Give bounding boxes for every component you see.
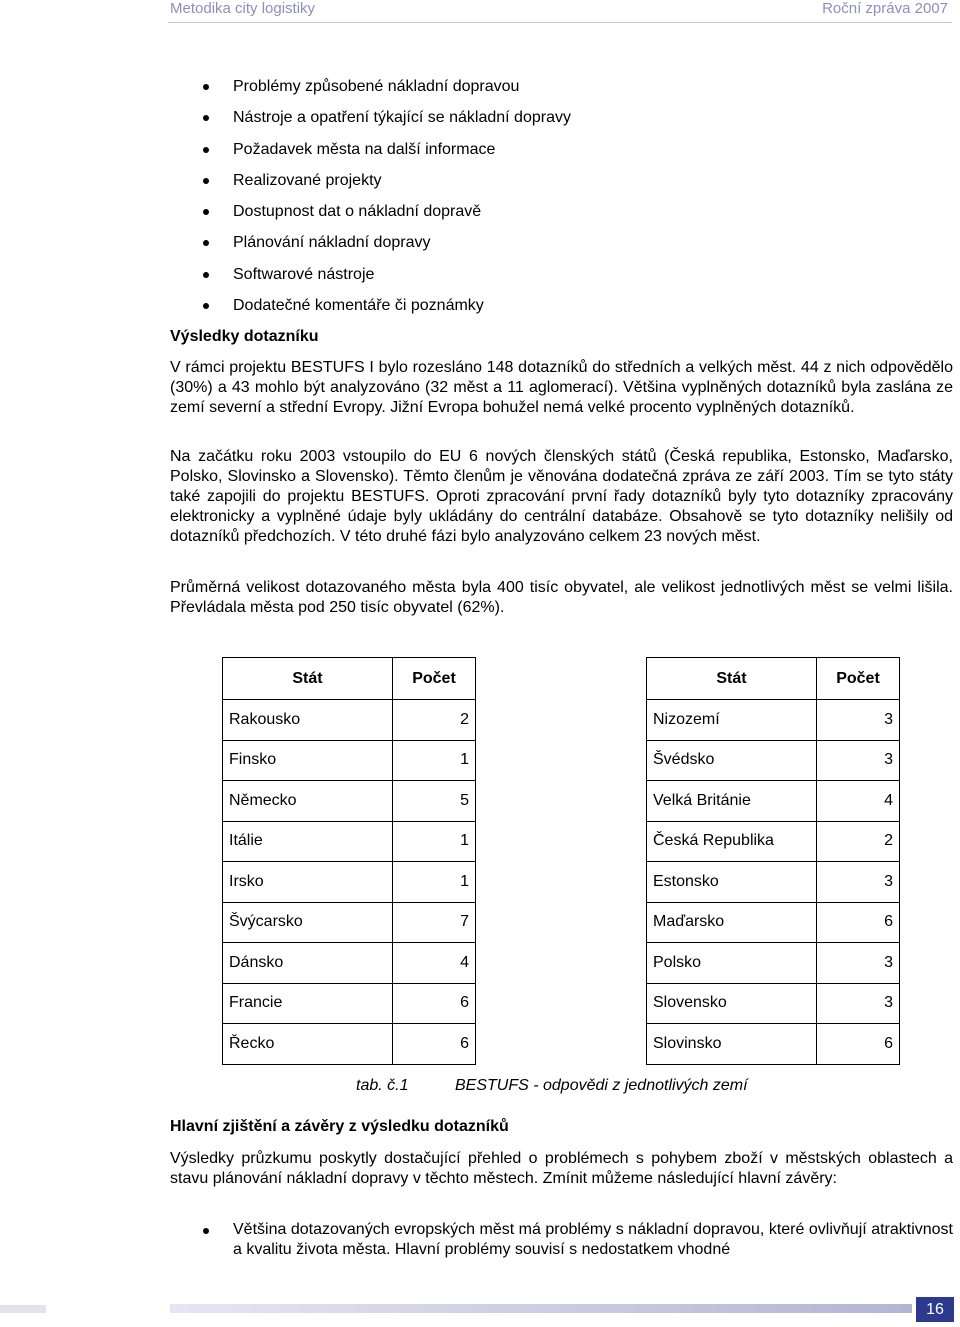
country-count: 3 [817, 740, 900, 781]
table-row [647, 781, 900, 822]
table-row [223, 943, 476, 984]
table-row [223, 902, 476, 943]
country-name: Švédsko [647, 740, 817, 781]
country-table-left [222, 657, 476, 1065]
country-count: 3 [817, 983, 900, 1024]
table-row [647, 983, 900, 1024]
bullet-item: Plánování nákladní dopravy [198, 232, 571, 263]
country-name: Slovensko [647, 983, 817, 1024]
country-count: 2 [393, 700, 476, 741]
bullet-item: Realizované projekty [198, 170, 571, 201]
country-name: Česká Republika [647, 821, 817, 862]
table-row [647, 902, 900, 943]
bullet-item-findings: Většina dotazovaných evropských měst má problémy s nákladní dopravou, které ovlivňují atraktivnost a kvalitu života města. Hlavní problémy souvisí s nedostatkem vhodné [233, 1221, 953, 1258]
table-row [647, 943, 900, 984]
country-table-right [646, 657, 900, 1065]
country-count: 5 [393, 781, 476, 822]
paragraph-findings-intro: Výsledky průzkumu poskytly dostačující přehled o problémech s pohybem zboží v městských oblastech a stavu plánování nákladní dopravy v těchto městech. Zmínit můžeme následující hlavní závěry: [170, 1150, 953, 1187]
country-count: 3 [817, 700, 900, 741]
country-count: 1 [393, 821, 476, 862]
column-header-state: Stát [647, 658, 817, 700]
paragraph-new-members: Na začátku roku 2003 vstoupilo do EU 6 nových členských států (Česká republika, Estonsko, Maďarsko, Polsko, Slovinsko a Slovensko). Těmto členům je věnována dodatečná zpráva ze září 2003. Tím se tyto státy také zapojili do projektu BESTUFS. Oproti zpracování první řady dotazníků byly tyto dotazníky zpracovány elektronicky a vyplněné údaje byly ukládány do centrální databáze. Obsahově se tyto dotazníky nelišily od dotazníků předchozích. V této druhé fázi bylo analyzováno celkem 23 nových měst. [170, 448, 953, 545]
bullet-item: Softwarové nástroje [198, 264, 571, 295]
header-divider [168, 22, 952, 23]
paragraph-city-size: Průměrná velikost dotazovaného města byla 400 tisíc obyvatel, ale velikost jednotlivých měst se velmi lišila. Převládala města pod 250 tisíc obyvatel (62%). [170, 579, 953, 616]
section-heading-main-findings: Hlavní zjištění a závěry z výsledku dotazníků [170, 1118, 509, 1135]
country-count: 6 [393, 983, 476, 1024]
table-row [647, 700, 900, 741]
country-name: Slovinsko [647, 1024, 817, 1065]
column-header-state: Stát [223, 658, 393, 700]
table-row [223, 1024, 476, 1065]
table-row [223, 862, 476, 903]
country-name: Švýcarsko [223, 902, 393, 943]
country-name: Maďarsko [647, 902, 817, 943]
table-row [647, 740, 900, 781]
country-count: 3 [817, 862, 900, 903]
country-count: 7 [393, 902, 476, 943]
country-name: Německo [223, 781, 393, 822]
country-name: Polsko [647, 943, 817, 984]
country-count: 1 [393, 862, 476, 903]
bullet-item: Problémy způsobené nákladní dopravou [198, 76, 571, 107]
paragraph-survey-distribution: V rámci projektu BESTUFS I bylo rozesláno 148 dotazníků do středních a velkých měst. 44 z nich odpovědělo (30%) a 43 mohlo být analyzováno (32 měst a 11 aglomerací). Většina vyplněných dotazníků byla zaslána ze zemí severní a střední Evropy. Jižní Evropa bohužel nemá velké procento vyplněných dotazníků. [170, 359, 953, 416]
country-name: Irsko [223, 862, 393, 903]
section-heading-results: Výsledky dotazníku [170, 328, 319, 345]
country-count: 4 [393, 943, 476, 984]
table-row [223, 983, 476, 1024]
bullet-item: Nástroje a opatření týkající se nákladní dopravy [198, 107, 571, 138]
bullet-item: Dodatečné komentáře či poznámky [198, 295, 571, 326]
page-number: 16 [916, 1297, 954, 1322]
country-name: Velká Británie [647, 781, 817, 822]
header-document-title: Metodika city logistiky [170, 0, 316, 17]
country-name: Řecko [223, 1024, 393, 1065]
footer-bar [170, 1304, 912, 1313]
column-header-count: Počet [393, 658, 476, 700]
column-header-count: Počet [817, 658, 900, 700]
footer-bar-left [0, 1305, 46, 1313]
table-row [647, 862, 900, 903]
country-name: Nizozemí [647, 700, 817, 741]
country-name: Itálie [223, 821, 393, 862]
header-report-title: Roční zpráva 2007 [822, 0, 948, 17]
table-row [223, 781, 476, 822]
table-caption-text: BESTUFS - odpovědi z jednotlivých zemí [455, 1077, 748, 1094]
country-name: Rakousko [223, 700, 393, 741]
topic-bullet-list [198, 76, 571, 326]
table-row [223, 740, 476, 781]
country-count: 4 [817, 781, 900, 822]
bullet-item: Požadavek města na další informace [198, 139, 571, 170]
country-name: Estonsko [647, 862, 817, 903]
table-row [223, 821, 476, 862]
country-count: 6 [817, 902, 900, 943]
table-row [223, 700, 476, 741]
bullet-item: Dostupnost dat o nákladní dopravě [198, 201, 571, 232]
country-count: 3 [817, 943, 900, 984]
bullet-dot [203, 1228, 209, 1234]
country-name: Dánsko [223, 943, 393, 984]
country-name: Finsko [223, 740, 393, 781]
country-count: 6 [393, 1024, 476, 1065]
table-row [647, 1024, 900, 1065]
country-count: 2 [817, 821, 900, 862]
country-count: 1 [393, 740, 476, 781]
table-row [647, 821, 900, 862]
table-caption-label: tab. č.1 [356, 1077, 409, 1094]
country-count: 6 [817, 1024, 900, 1065]
country-name: Francie [223, 983, 393, 1024]
